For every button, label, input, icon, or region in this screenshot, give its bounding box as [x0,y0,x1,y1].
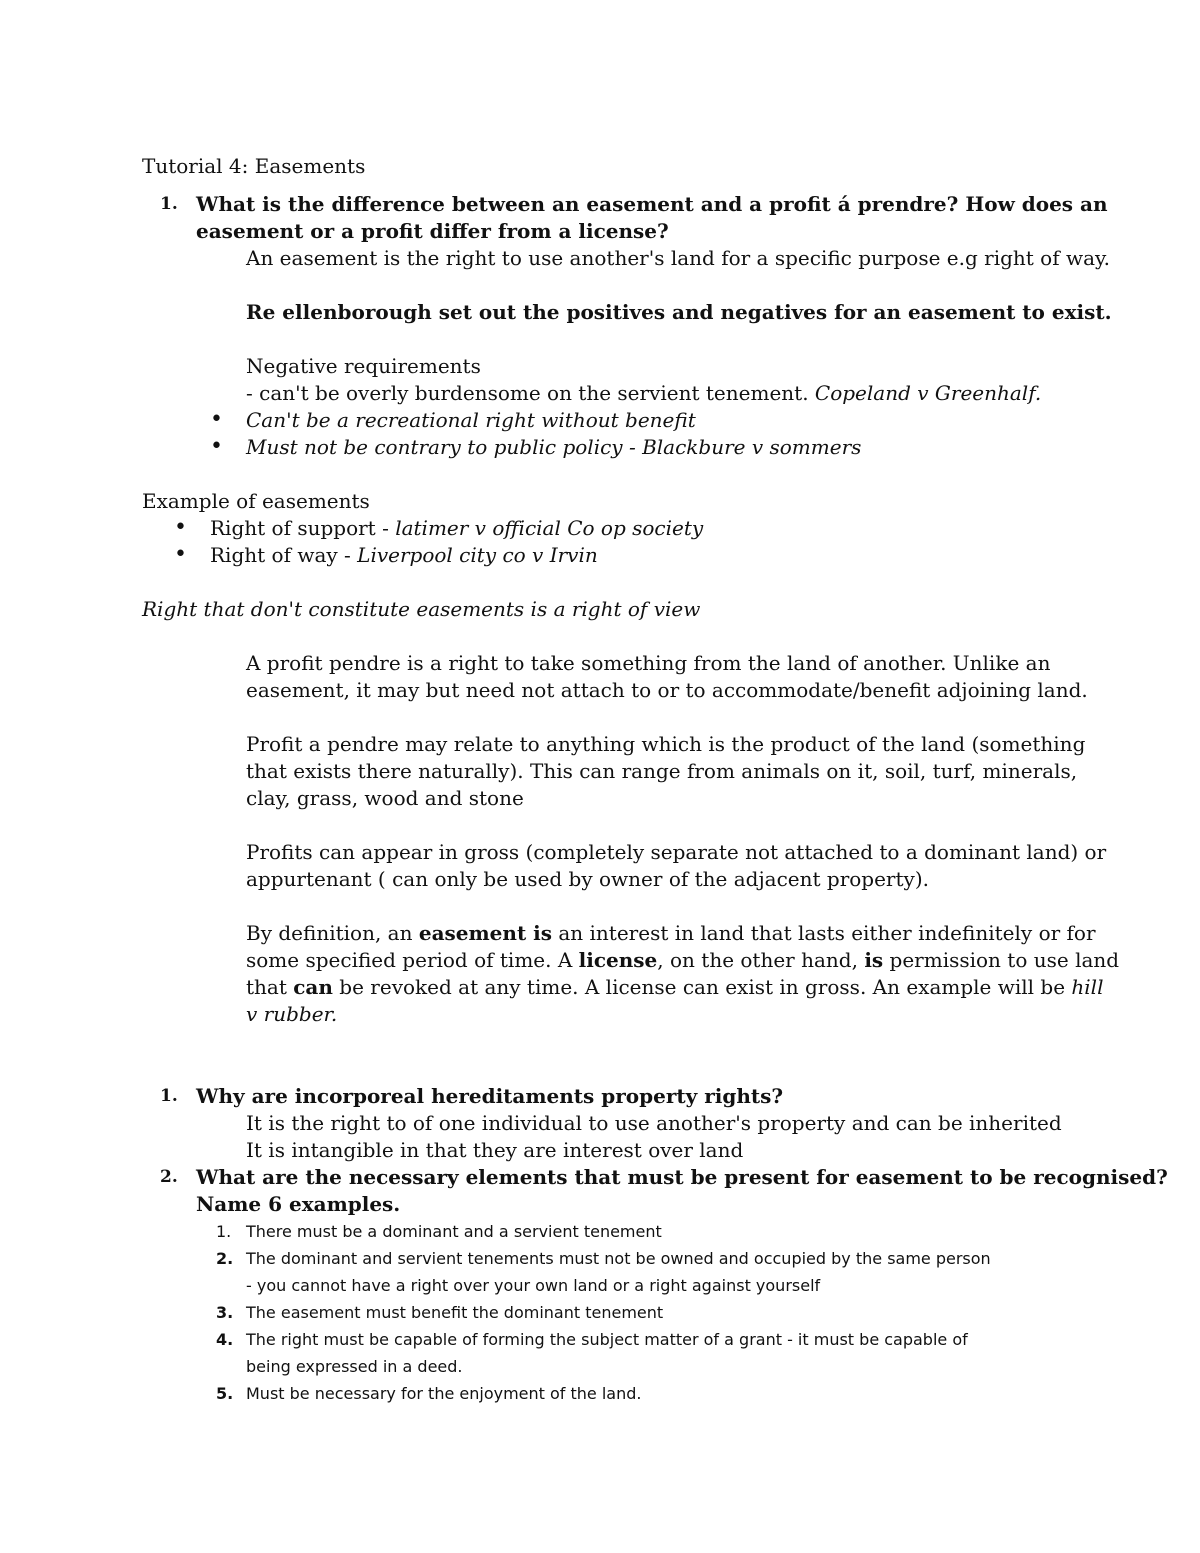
re-ellenborough-heading: Re ellenborough set out the positives and negatives for an easement to exist. [246,300,1112,324]
bullet-icon: • [174,542,187,567]
case-hill: hill [1071,975,1104,999]
case-latimer: latimer v official Co op society [395,516,704,540]
profit-paragraph-3-line-2: appurtenant ( can only be used by owner of the adjacent property). [246,867,929,891]
question-incorporeal: Why are incorporeal hereditaments property rights? [196,1084,784,1108]
bold-text: is [864,948,884,972]
page-title: Tutorial 4: Easements [142,154,366,178]
text: , on the other hand, [657,948,865,972]
case-liverpool: Liverpool city co v Irvin [357,543,598,567]
negative-requirement-text: - can't be overly burdensome on the servient tenement. [246,381,815,405]
definition-line-2 [246,948,1119,972]
examples-heading: Example of easements [142,489,370,513]
negative-requirement-burdensome [246,381,1041,405]
answer-easement-definition: An easement is the right to use another's land for a specific purpose e.g right of way. [246,246,1111,270]
bold-text: easement is [418,921,552,945]
question-number: 2. [160,1167,178,1187]
answer-incorporeal-2: It is intangible in that they are interest over land [246,1138,744,1162]
bold-text: license [578,948,658,972]
question-1-line-1: What is the difference between an easement and a profit á prendre? How does an [196,192,1108,216]
question-elements-line-1: What are the necessary elements that must be present for easement to be recognised? [196,1165,1168,1189]
example-right-of-way [210,543,598,567]
element-item-1: There must be a dominant and a servient tenement [246,1222,662,1241]
negative-requirements-heading: Negative requirements [246,354,481,378]
bullet-icon: • [210,434,223,459]
profit-paragraph-2-line-2: that exists there naturally). This can range from animals on it, soil, turf, minerals, [246,759,1078,783]
question-number: 1. [160,194,178,214]
text: some specified period of time. A [246,948,579,972]
list-number: 3. [216,1303,234,1322]
list-number: 2. [216,1249,234,1268]
negative-bullet-recreational: Can't be a recreational right without benefit [246,408,696,432]
bold-text: can [293,975,333,999]
example-text: Right of way - [210,543,358,567]
right-of-view-note: Right that don't constitute easements is a right of view [142,597,701,621]
profit-paragraph-2-line-3: clay, grass, wood and stone [246,786,524,810]
text: By definition, an [246,921,419,945]
list-number: 5. [216,1384,234,1403]
element-item-5: Must be necessary for the enjoyment of the land. [246,1384,642,1403]
element-item-3: The easement must benefit the dominant tenement [246,1303,664,1322]
definition-line-1 [246,921,1096,945]
bullet-icon: • [174,515,187,540]
question-1-line-2: easement or a profit differ from a license? [196,219,669,243]
element-item-2-line-1: The dominant and servient tenements must not be owned and occupied by the same person [246,1249,991,1268]
profit-paragraph-2-line-1: Profit a pendre may relate to anything which is the product of the land (something [246,732,1086,756]
list-number: 1. [216,1222,232,1241]
text: an interest in land that lasts either indefinitely or for [552,921,1096,945]
text: that [246,975,294,999]
element-item-2-line-2: - you cannot have a right over your own land or a right against yourself [246,1276,821,1295]
example-right-of-support [210,516,703,540]
profit-paragraph-3-line-1: Profits can appear in gross (completely separate not attached to a dominant land) or [246,840,1107,864]
text: be revoked at any time. A license can exist in gross. An example will be [332,975,1072,999]
profit-paragraph-1-line-1: A profit pendre is a right to take something from the land of another. Unlike an [246,651,1051,675]
answer-incorporeal-1: It is the right to of one individual to use another's property and can be inherited [246,1111,1062,1135]
definition-line-3 [246,975,1103,999]
element-item-4-line-1: The right must be capable of forming the subject matter of a grant - it must be capable of [246,1330,968,1349]
negative-bullet-public-policy: Must not be contrary to public policy - Blackbure v sommers [246,435,862,459]
profit-paragraph-1-line-2: easement, it may but need not attach to or to accommodate/benefit adjoining land. [246,678,1088,702]
element-item-4-line-2: being expressed in a deed. [246,1357,463,1376]
question-elements-line-2: Name 6 examples. [196,1192,401,1216]
text: permission to use land [883,948,1120,972]
list-number: 4. [216,1330,234,1349]
example-text: Right of support - [210,516,396,540]
bullet-icon: • [210,407,223,432]
case-copeland: Copeland v Greenhalf. [814,381,1042,405]
question-number: 1. [160,1086,178,1106]
definition-line-4: v rubber. [246,1002,338,1026]
